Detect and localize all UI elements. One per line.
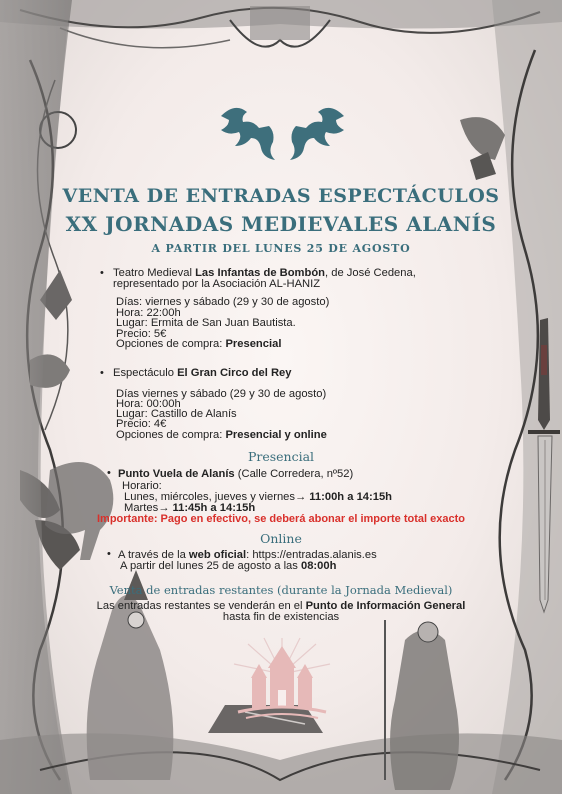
bullet-show-1: • (100, 267, 104, 279)
subtitle: A PARTIR DEL LUNES 25 DE AGOSTO (151, 242, 411, 255)
online-start (120, 561, 336, 572)
show-2-title (113, 368, 291, 379)
remaining-line-2: hasta fin de existencias (222, 611, 340, 623)
remaining-heading: Venta de entradas restantes (durante la Jornada Medieval) (109, 583, 453, 597)
show-1-name: Las Infantas de Bombón (195, 267, 326, 279)
horario-weekdays-hours: 11:00h a 14:15h (309, 491, 393, 503)
title-line-1: VENTA DE ENTRADAS ESPECTÁCULOS (62, 185, 500, 207)
online-start-time: 08:00h (300, 560, 337, 572)
horario-label: Horario: (122, 480, 162, 492)
show-1-options (116, 339, 281, 350)
title-line-2: XX JORNADAS MEDIEVALES ALANÍS (65, 212, 497, 236)
show-2-time: Hora: 00:00h (116, 398, 181, 410)
show-2-price: Precio: 4€ (116, 418, 167, 430)
show-2-place: Lugar: Castillo de Alanís (116, 408, 237, 420)
bullet-show-2: • (100, 367, 104, 379)
show-2-options (116, 430, 327, 441)
dragons-icon (215, 102, 350, 164)
show-2-options-value: Presencial y online (225, 429, 327, 441)
remaining-line-1-text: Las entradas restantes se venderán en el (96, 600, 306, 612)
online-web-label: web oficial (188, 549, 247, 561)
castle-logo-icon (228, 634, 336, 724)
show-1-place: Lugar: Ermita de San Juan Bautista. (116, 317, 296, 329)
show-2-options-label: Opciones de compra: (116, 429, 226, 441)
show-1-prefix: Teatro Medieval (113, 267, 196, 279)
show-2-days: Días viernes y sábado (29 y 30 de agosto) (116, 388, 327, 400)
bullet-online: • (107, 548, 111, 560)
show-1-options-label: Opciones de compra: (116, 338, 226, 350)
sales-point (118, 469, 353, 480)
show-2-name: El Gran Circo del Rey (177, 367, 292, 379)
presencial-heading: Presencial (247, 449, 315, 464)
show-1-time: Hora: 22:00h (116, 307, 181, 319)
horario-weekdays-days: Lunes, miércoles, jueves y viernes→ (124, 491, 310, 503)
sales-point-name: Punto Vuela de Alanís (118, 468, 235, 480)
remaining-location: Punto de Información General (305, 600, 466, 612)
horario-tuesday-hours: 11:45h a 14:15h (172, 502, 256, 514)
online-web-url[interactable]: : https://entradas.alanis.es (246, 549, 377, 561)
payment-warning: Importante: Pago en efectivo, se deberá abonar el importe total exacto (97, 513, 465, 525)
sales-point-address: (Calle Corredera, nº52) (234, 468, 354, 480)
show-2-prefix: Espectáculo (113, 367, 178, 379)
online-heading: Online (260, 531, 302, 546)
show-1-company: representado por la Asociación AL-HANIZ (113, 278, 321, 290)
bullet-presencial: • (107, 467, 111, 479)
show-1-price: Precio: 5€ (116, 328, 167, 340)
show-1-options-value: Presencial (225, 338, 282, 350)
horario-tuesday-day: Martes→ (124, 502, 173, 514)
online-start-text: A partir del lunes 25 de agosto a las (120, 560, 301, 572)
online-web-prefix: A través de la (118, 549, 189, 561)
show-1-days: Días: viernes y sábado (29 y 30 de agosto) (116, 296, 330, 308)
show-1-suffix: , de José Cedena, (325, 267, 416, 279)
